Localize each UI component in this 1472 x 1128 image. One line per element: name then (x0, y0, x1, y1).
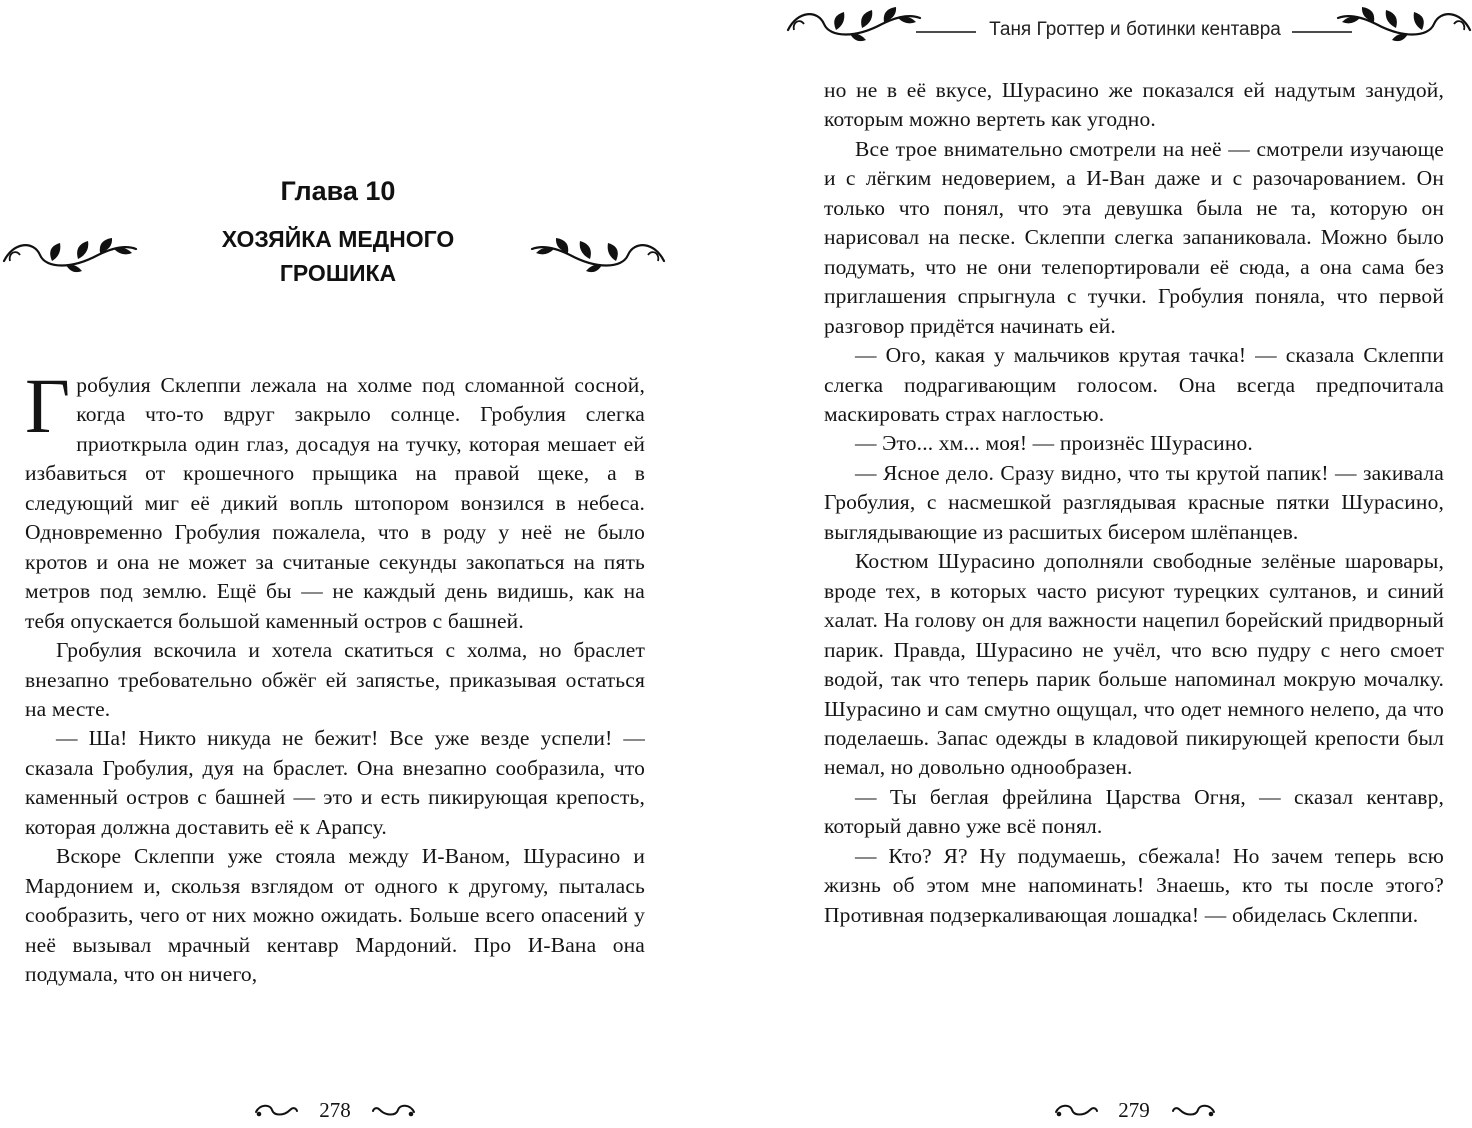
page-footer (736, 1098, 1472, 1126)
chapter-title: ХОЗЯЙКА МЕДНОГО ГРОШИКА (221, 226, 455, 286)
paragraph: но не в её вкусе, Шурасино же показался ей надутым занудой, которым можно вертеть как угодно. (824, 78, 1444, 132)
running-title: Таня Гроттер и ботинки кентавра (989, 19, 1281, 40)
paragraph (25, 362, 645, 636)
header-right-vine-icon (1332, 4, 1472, 44)
header-rule-left (916, 30, 976, 34)
running-header (736, 0, 1472, 64)
paragraph: — Ясное дело. Сразу видно, что ты крутой папик! — закивала Гробулия, с насмешкой разглядывая красные пятки Шурасино, выглядывающие из расшитых бисером шлёпанцев. (824, 460, 1444, 544)
right-vine-ornament-icon (526, 235, 666, 275)
paragraph: Все трое внимательно смотрели на неё — смотрели изучающе и с лёгким недоверием, а И-Ван даже и с разочарованием. Он только что понял, что эта девушка была не та, которую он нарисовал на песке. Склеппи слегка запаниковала. Можно было подумать, что не они телепортировали её сюда, а она сама без приглашения спрыгнула с тучки. Гробулия поняла, что первой разговор придётся начинать ей. (824, 136, 1444, 338)
chapter-heading (0, 170, 736, 300)
right-page (736, 0, 1472, 1128)
chapter-number: Глава 10 (280, 176, 396, 206)
paragraph: Костюм Шурасино дополняли свободные зелёные шаровары, вроде тех, в которых часто рисуют турецких султанов, и синий халат. На голову он для важности нацепил борейский придворный парик. Правда, Шурасино не учёл, что всю пудру с него смоет водой, так что теперь парик больше напоминал мокрую мочалку. Шурасино и сам смутно ощущал, что одет немного нелепо, да что поделаешь. Запас одежды в кладовой пикирующей крепости был немал, но довольно однообразен. (824, 549, 1444, 780)
paragraph: — Кто? Я? Ну подумаешь, сбежала! Но зачем теперь всю жизнь об этом мне напоминать! Знаешь, кто ты после этого? Противная подзеркаливающая лошадка! — обиделась Склеппи. (824, 843, 1444, 927)
swirl-ornament-icon (254, 1104, 300, 1120)
paragraph-text: робулия Склеппи лежала на холме под сломанной сосной, когда что-то вдруг закрыло солнце. Гробулия слегка приоткрыла один глаз, досадуя на тучку, которая мешает ей избавиться от крошечного прыщика на правой щеке, а в следующий миг её дикий вопль штопором вонзился в небеса. Одновременно Гробулия пожалела, что в роду у неё не было кротов и она не может за считаные секунды закопаться на пять метров под землю. Ещё бы — не каждый день видишь, как на тебя опускается большой каменный остров с башней. (25, 373, 645, 633)
page-footer (0, 1098, 736, 1126)
paragraph: Вскоре Склеппи уже стояла между И-Ваном, Шурасино и Мардонием и, скользя взглядом от одного к другому, пыталась сообразить, чего от них можно ожидать. Больше всего опасений у неё вызывал мрачный кентавр Мардоний. Про И-Вана она подумала, что он ничего, (25, 844, 645, 987)
header-left-vine-icon (786, 4, 926, 44)
paragraph: — Ого, какая у мальчиков крутая тачка! — сказала Склеппи слегка подрагивающим голосом. Она всегда предпочитала маскировать страх наглостью. (824, 343, 1444, 426)
paragraph: — Ша! Никто никуда не бежит! Все уже везде успели! — сказала Гробулия, дуя на браслет. Она внезапно сообразила, что каменный остров с башней — это и есть пикирующая крепость, которая должна доставить её к Арапсу. (25, 726, 645, 839)
page-number: 278 (319, 1098, 351, 1122)
swirl-ornament-icon (1170, 1104, 1216, 1120)
swirl-ornament-icon (370, 1104, 416, 1120)
swirl-ornament-icon (1054, 1104, 1100, 1120)
drop-cap: Г (25, 362, 71, 449)
left-body-text (25, 362, 645, 990)
left-vine-ornament-icon (2, 235, 142, 275)
paragraph: Гробулия вскочила и хотела скатиться с холма, но браслет внезапно требовательно обжёг ей запястье, приказывая остаться на месте. (25, 638, 645, 721)
right-body-text (824, 76, 1444, 930)
page-number: 279 (1118, 1098, 1150, 1122)
paragraph: — Ты беглая фрейлина Царства Огня, — сказал кентавр, который давно уже всё понял. (824, 784, 1444, 839)
paragraph: — Это... хм... моя! — произнёс Шурасино. (855, 431, 1253, 456)
